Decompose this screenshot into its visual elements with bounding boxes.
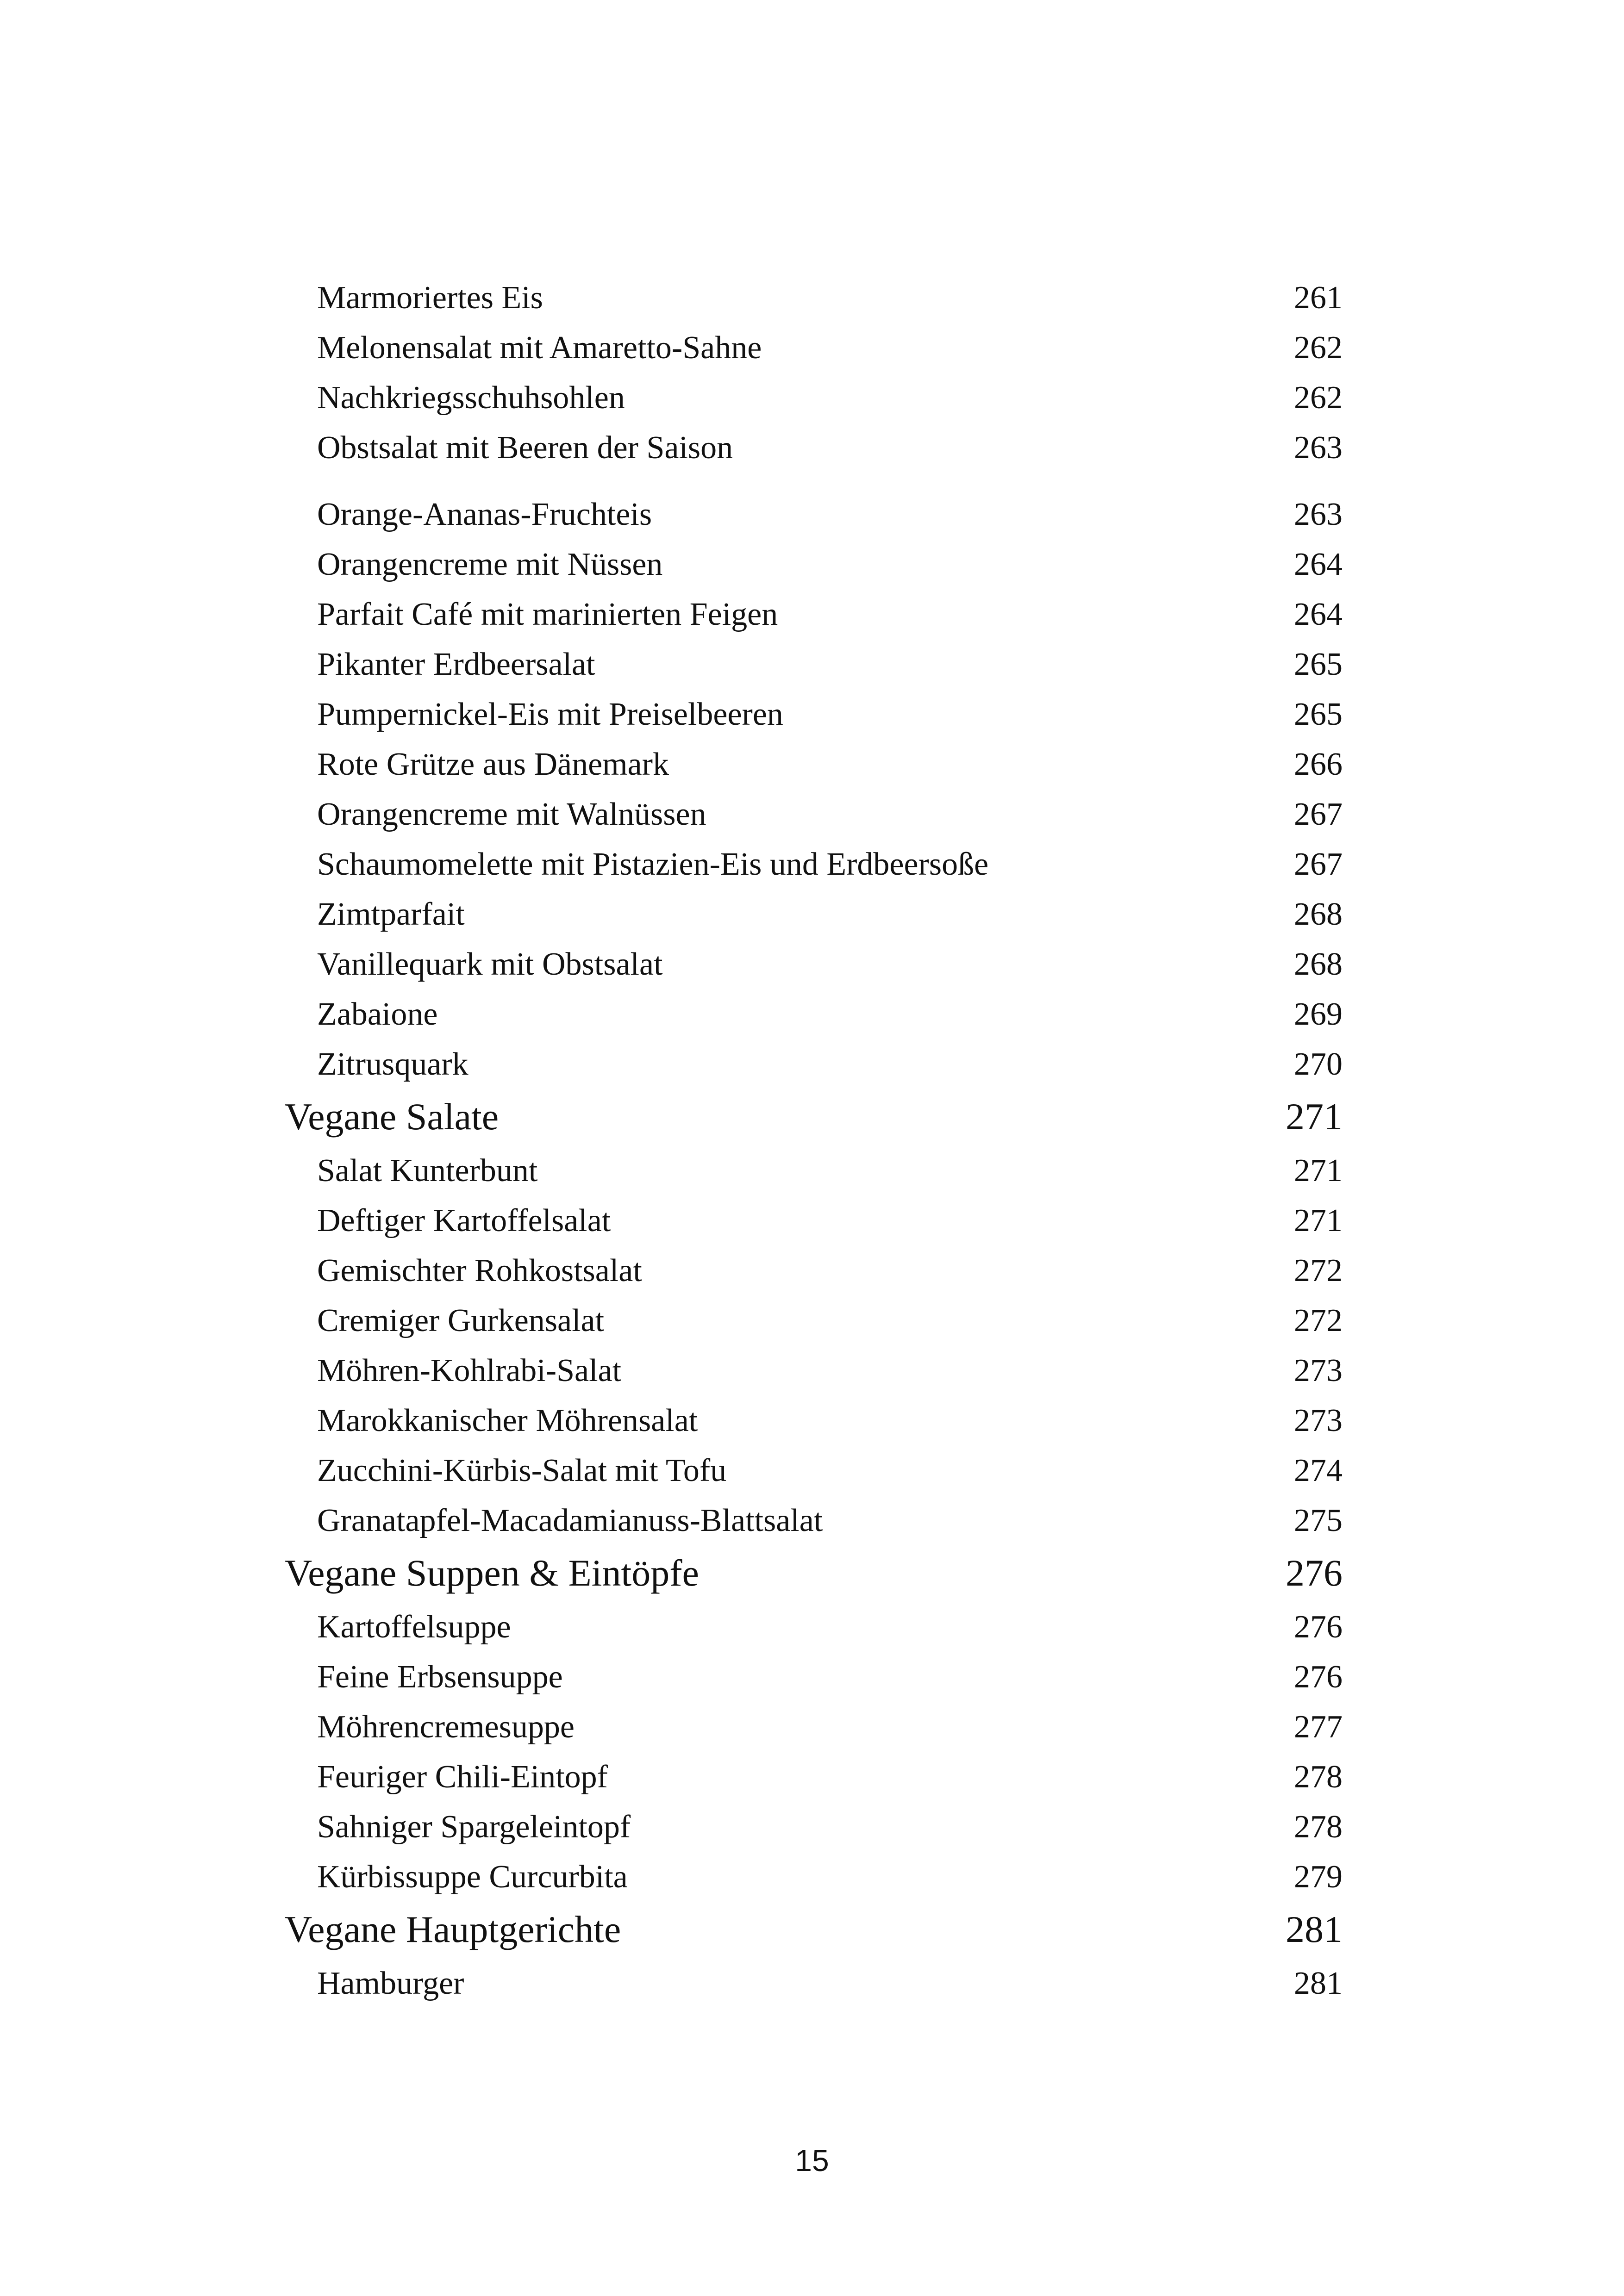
toc-entry[interactable] bbox=[285, 1959, 1343, 2009]
toc-entry-title: Deftiger Kartoffelsalat bbox=[317, 1203, 611, 1238]
toc-entry-page: 278 bbox=[1294, 1759, 1343, 1795]
toc-entry-title: Orange-Ananas-Fruchteis bbox=[317, 497, 652, 532]
toc-entry-page: 262 bbox=[1294, 380, 1343, 416]
toc-entry[interactable] bbox=[285, 1396, 1343, 1446]
toc-entry[interactable] bbox=[285, 540, 1343, 590]
toc-entry[interactable] bbox=[285, 1146, 1343, 1196]
toc-entry[interactable] bbox=[285, 273, 1343, 323]
toc-entry-title: Kartoffelsuppe bbox=[317, 1609, 511, 1645]
toc-entry-page: 276 bbox=[1294, 1609, 1343, 1645]
toc-entry-title: Orangencreme mit Walnüssen bbox=[317, 796, 706, 832]
toc-entry[interactable] bbox=[285, 1446, 1343, 1496]
toc-entry-page: 271 bbox=[1294, 1153, 1343, 1188]
toc-entry[interactable] bbox=[285, 1602, 1343, 1652]
toc-entry[interactable] bbox=[285, 1752, 1343, 1802]
toc-entry[interactable] bbox=[285, 890, 1343, 940]
toc-entry-page: 272 bbox=[1294, 1303, 1343, 1338]
toc-entry-page: 268 bbox=[1294, 946, 1343, 982]
toc-entry-page: 265 bbox=[1294, 697, 1343, 732]
toc-entry-title: Salat Kunterbunt bbox=[317, 1153, 538, 1188]
toc-entry[interactable] bbox=[285, 740, 1343, 790]
toc-entry-page: 267 bbox=[1294, 796, 1343, 832]
toc-entry-page: 264 bbox=[1294, 597, 1343, 632]
toc-entry[interactable] bbox=[285, 1702, 1343, 1752]
toc-entry-title: Pumpernickel-Eis mit Preiselbeeren bbox=[317, 697, 783, 732]
toc-section-page: 281 bbox=[1286, 1908, 1343, 1950]
toc-entry-page: 261 bbox=[1294, 280, 1343, 316]
toc-entry-title: Zucchini-Kürbis-Salat mit Tofu bbox=[317, 1453, 727, 1488]
toc-entry-title: Hamburger bbox=[317, 1966, 464, 2001]
toc-entry-page: 263 bbox=[1294, 497, 1343, 532]
toc-entry-page: 281 bbox=[1294, 1966, 1343, 2001]
toc-entry-page: 279 bbox=[1294, 1859, 1343, 1895]
toc-section-page: 276 bbox=[1286, 1552, 1343, 1594]
toc-entry-title: Zabaione bbox=[317, 996, 438, 1032]
toc-entry[interactable] bbox=[285, 373, 1343, 423]
toc-entry-title: Feuriger Chili-Eintopf bbox=[317, 1759, 608, 1795]
toc-entry[interactable] bbox=[285, 490, 1343, 540]
toc-entry[interactable] bbox=[285, 1496, 1343, 1546]
toc-entry-title: Kürbissuppe Curcurbita bbox=[317, 1859, 628, 1895]
table-of-contents bbox=[285, 273, 1343, 2009]
toc-entry-title: Möhrencremesuppe bbox=[317, 1709, 575, 1745]
toc-entry[interactable] bbox=[285, 940, 1343, 989]
toc-entry[interactable] bbox=[285, 690, 1343, 740]
toc-entry-title: Sahniger Spargeleintopf bbox=[317, 1809, 631, 1845]
toc-entry-page: 263 bbox=[1294, 430, 1343, 466]
toc-entry-title: Gemischter Rohkostsalat bbox=[317, 1253, 642, 1288]
toc-entry-page: 273 bbox=[1294, 1403, 1343, 1438]
toc-entry[interactable] bbox=[285, 1039, 1343, 1089]
toc-entry[interactable] bbox=[285, 590, 1343, 640]
toc-entry[interactable] bbox=[285, 1852, 1343, 1902]
toc-section-title: Vegane Suppen & Eintöpfe bbox=[285, 1552, 699, 1594]
toc-entry-title: Feine Erbsensuppe bbox=[317, 1659, 563, 1695]
toc-entry[interactable] bbox=[285, 840, 1343, 890]
toc-entry[interactable] bbox=[285, 989, 1343, 1039]
toc-entry-page: 277 bbox=[1294, 1709, 1343, 1745]
toc-section-heading[interactable] bbox=[285, 1902, 1343, 1957]
toc-entry-page: 270 bbox=[1294, 1046, 1343, 1082]
toc-entry[interactable] bbox=[285, 1652, 1343, 1702]
toc-section-heading[interactable] bbox=[285, 1546, 1343, 1600]
toc-section-page: 271 bbox=[1286, 1095, 1343, 1138]
toc-entry-page: 268 bbox=[1294, 896, 1343, 932]
toc-entry-title: Rote Grütze aus Dänemark bbox=[317, 747, 669, 782]
toc-entry[interactable] bbox=[285, 323, 1343, 373]
toc-section-title: Vegane Hauptgerichte bbox=[285, 1908, 621, 1950]
toc-entry[interactable] bbox=[285, 640, 1343, 690]
toc-entry-page: 275 bbox=[1294, 1503, 1343, 1538]
toc-entry-page: 265 bbox=[1294, 647, 1343, 682]
toc-entry-title: Nachkriegsschuhsohlen bbox=[317, 380, 625, 416]
toc-entry[interactable] bbox=[285, 790, 1343, 840]
toc-entry[interactable] bbox=[285, 1802, 1343, 1852]
toc-entry-title: Vanillequark mit Obstsalat bbox=[317, 946, 663, 982]
toc-entry-title: Parfait Café mit marinierten Feigen bbox=[317, 597, 778, 632]
toc-entry-title: Zitrusquark bbox=[317, 1046, 468, 1082]
toc-entry[interactable] bbox=[285, 1346, 1343, 1396]
toc-entry-title: Granatapfel-Macadamianuss-Blattsalat bbox=[317, 1503, 823, 1538]
toc-entry-page: 269 bbox=[1294, 996, 1343, 1032]
toc-entry-title: Cremiger Gurkensalat bbox=[317, 1303, 605, 1338]
toc-entry-title: Pikanter Erdbeersalat bbox=[317, 647, 595, 682]
toc-entry-page: 271 bbox=[1294, 1203, 1343, 1238]
toc-entry-page: 267 bbox=[1294, 846, 1343, 882]
toc-entry-title: Melonensalat mit Amaretto-Sahne bbox=[317, 330, 762, 366]
toc-section-title: Vegane Salate bbox=[285, 1095, 499, 1138]
toc-entry-title: Marmoriertes Eis bbox=[317, 280, 543, 316]
toc-entry-title: Marokkanischer Möhrensalat bbox=[317, 1403, 698, 1438]
toc-entry[interactable] bbox=[285, 1196, 1343, 1246]
toc-entry-page: 273 bbox=[1294, 1353, 1343, 1388]
toc-entry-page: 278 bbox=[1294, 1809, 1343, 1845]
toc-entry-page: 262 bbox=[1294, 330, 1343, 366]
toc-entry[interactable] bbox=[285, 1296, 1343, 1346]
page-number: 15 bbox=[795, 2143, 829, 2178]
toc-entry-page: 276 bbox=[1294, 1659, 1343, 1695]
toc-entry-title: Schaumomelette mit Pistazien-Eis und Erdbeersoße bbox=[317, 846, 989, 882]
toc-entry-page: 274 bbox=[1294, 1453, 1343, 1488]
toc-entry-page: 272 bbox=[1294, 1253, 1343, 1288]
toc-entry-title: Obstsalat mit Beeren der Saison bbox=[317, 430, 733, 466]
toc-entry-page: 264 bbox=[1294, 547, 1343, 582]
toc-entry[interactable] bbox=[285, 423, 1343, 490]
toc-entry-title: Orangencreme mit Nüssen bbox=[317, 547, 663, 582]
toc-entry[interactable] bbox=[285, 1246, 1343, 1296]
toc-entry-title: Zimtparfait bbox=[317, 896, 465, 932]
toc-entry-title: Möhren-Kohlrabi-Salat bbox=[317, 1353, 622, 1388]
toc-section-heading[interactable] bbox=[285, 1089, 1343, 1144]
toc-entry-page: 266 bbox=[1294, 747, 1343, 782]
